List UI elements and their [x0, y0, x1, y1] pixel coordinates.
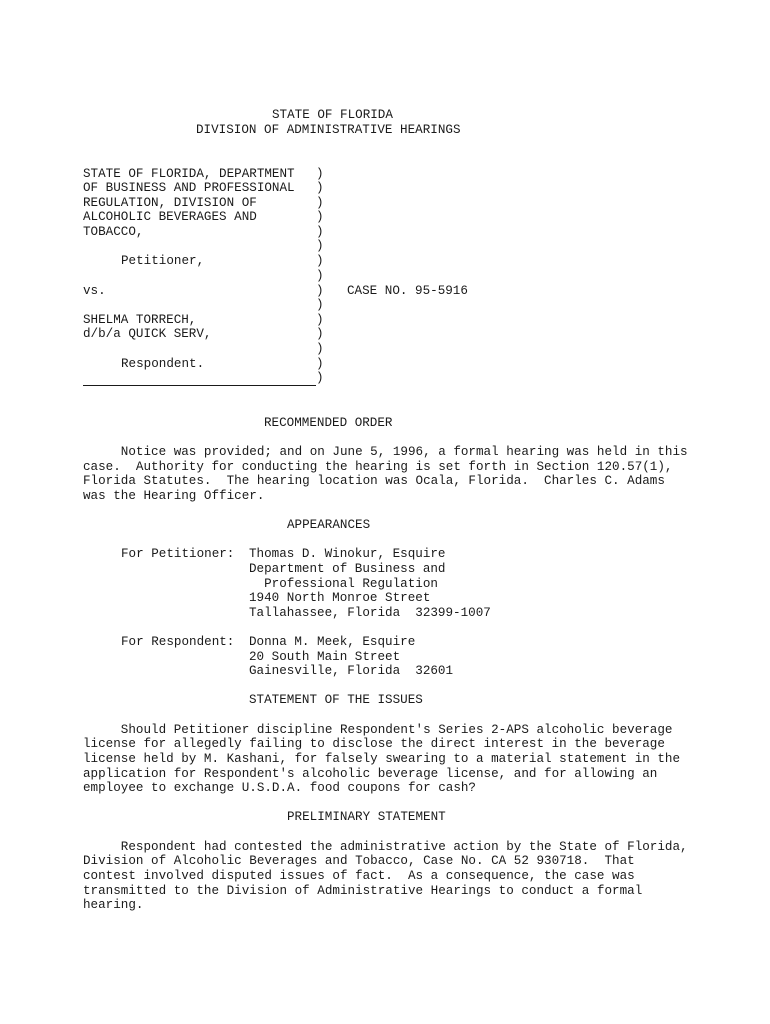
respondent-counsel-line: 20 South Main Street	[249, 650, 401, 664]
caption-bracket: )	[316, 298, 324, 312]
respondent-counsel-line: Gainesville, Florida 32601	[249, 664, 454, 678]
caption-bracket: )	[316, 254, 324, 268]
case-number: CASE NO. 95-5916	[347, 284, 468, 298]
issues-line: application for Respondent's alcoholic beverage license, and for allowing an	[83, 767, 658, 781]
caption-petitioner-line: TOBACCO,	[83, 225, 144, 239]
caption-bracket: )	[316, 327, 324, 341]
intro-line: case. Authority for conducting the hearing is set forth in Section 120.57(1),	[83, 460, 673, 474]
caption-versus: vs.	[83, 284, 106, 298]
preliminary-line: hearing.	[83, 898, 144, 912]
caption-petitioner-line: REGULATION, DIVISION OF	[83, 196, 257, 210]
caption-bracket: )	[316, 342, 324, 356]
intro-line: Notice was provided; and on June 5, 1996, a formal hearing was held in this	[83, 445, 688, 459]
petitioner-counsel-line: Tallahassee, Florida 32399-1007	[249, 606, 491, 620]
petitioner-counsel-line: 1940 North Monroe Street	[249, 591, 431, 605]
petitioner-counsel-line: Thomas D. Winokur, Esquire	[249, 547, 446, 561]
caption-bracket: )	[316, 284, 324, 298]
caption-bracket: )	[316, 269, 324, 283]
header-state: STATE OF FLORIDA	[272, 108, 393, 122]
petitioner-counsel-label: For Petitioner:	[121, 547, 235, 561]
issues-line: license held by M. Kashani, for falsely swearing to a material statement in the	[83, 752, 681, 766]
caption-petitioner-line: ALCOHOLIC BEVERAGES AND	[83, 210, 257, 224]
petitioner-counsel-line: Professional Regulation	[249, 577, 438, 591]
caption-respondent-line: d/b/a QUICK SERV,	[83, 327, 212, 341]
preliminary-line: Division of Alcoholic Beverages and Tobacco, Case No. CA 52 930718. That	[83, 854, 635, 868]
caption-bracket: )	[316, 210, 324, 224]
caption-respondent-role: Respondent.	[121, 357, 205, 371]
issues-heading: STATEMENT OF THE ISSUES	[249, 693, 423, 707]
caption-underline	[83, 385, 316, 386]
caption-petitioner-line: STATE OF FLORIDA, DEPARTMENT	[83, 167, 295, 181]
caption-petitioner-line: OF BUSINESS AND PROFESSIONAL	[83, 181, 295, 195]
caption-bracket: )	[316, 196, 324, 210]
caption-bracket: )	[316, 181, 324, 195]
issues-line: license for allegedly failing to disclose the direct interest in the beverage	[83, 737, 665, 751]
caption-bracket: )	[316, 167, 324, 181]
caption-petitioner-role: Petitioner,	[121, 254, 205, 268]
caption-bracket: )	[316, 225, 324, 239]
preliminary-line: Respondent had contested the administrative action by the State of Florida,	[83, 840, 688, 854]
header-division: DIVISION OF ADMINISTRATIVE HEARINGS	[196, 123, 461, 137]
caption-respondent-line: SHELMA TORRECH,	[83, 313, 197, 327]
respondent-counsel-line: Donna M. Meek, Esquire	[249, 635, 416, 649]
respondent-counsel-label: For Respondent:	[121, 635, 235, 649]
preliminary-line: contest involved disputed issues of fact. As a consequence, the case was	[83, 869, 635, 883]
preliminary-line: transmitted to the Division of Administrative Hearings to conduct a formal	[83, 884, 643, 898]
caption-bracket: )	[316, 239, 324, 253]
preliminary-heading: PRELIMINARY STATEMENT	[287, 810, 446, 824]
petitioner-counsel-line: Department of Business and	[249, 562, 446, 576]
document-title: RECOMMENDED ORDER	[264, 416, 393, 430]
caption-bracket: )	[316, 313, 324, 327]
issues-line: Should Petitioner discipline Respondent's Series 2-APS alcoholic beverage	[83, 723, 673, 737]
appearances-heading: APPEARANCES	[287, 518, 371, 532]
caption-bracket: )	[316, 371, 324, 385]
intro-line: Florida Statutes. The hearing location was Ocala, Florida. Charles C. Adams	[83, 474, 665, 488]
caption-bracket: )	[316, 357, 324, 371]
issues-line: employee to exchange U.S.D.A. food coupons for cash?	[83, 781, 476, 795]
intro-line: was the Hearing Officer.	[83, 489, 265, 503]
